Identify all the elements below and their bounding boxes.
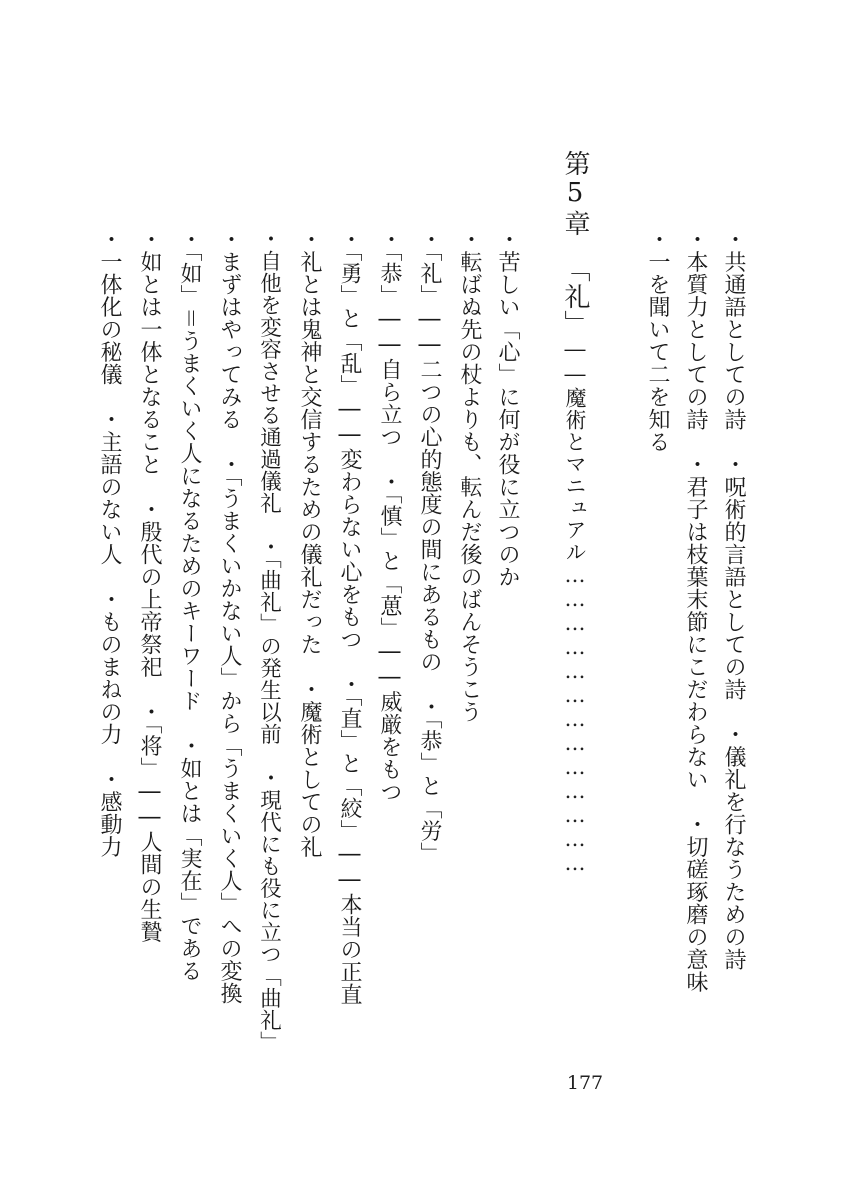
item-line-3: ・「礼」――二つの心的態度の間にあるもの ・「恭」と「労」	[417, 228, 442, 865]
item-line-4: ・「恭」――自ら立つ ・「慎」と「葸」――威厳をもつ	[377, 228, 402, 803]
item-line-2: ・転ばぬ先の杖よりも、転んだ後のばんそうこう	[457, 228, 482, 723]
item-line-11: ・一体化の秘儀 ・主語のない人 ・ものまねの力 ・感動力	[97, 228, 122, 858]
chapter-heading	[562, 150, 588, 875]
bullet-line-poetry-2: ・本質力としての詩 ・君子は枝葉末節にこだわらない ・切磋琢磨の意味	[683, 228, 708, 993]
bullet-line-poetry-3: ・一を聞いて二を知る	[645, 228, 670, 453]
chapter-title: 「礼」	[560, 256, 590, 337]
item-line-8: ・まずはやってみる ・「うまくいかない人」から「うまくいく人」への変換	[217, 228, 242, 1005]
page-number: 177	[566, 1072, 604, 1094]
bullet-line-poetry-1: ・共通語としての詩 ・呪術的言語としての詩 ・儀礼を行なうための詩	[721, 228, 746, 971]
chapter-number: 第5章	[560, 150, 590, 238]
item-line-1: ・苦しい「心」に何が役に立つのか	[495, 228, 520, 588]
item-line-6: ・礼とは鬼神と交信するための儀礼だった ・魔術としての礼	[297, 228, 322, 858]
chapter-leader-dots: …………………………………	[563, 563, 587, 875]
item-line-5: ・「勇」と「乱」――変わらない心をもつ ・「直」と「絞」――本当の正直	[337, 228, 362, 1006]
item-line-9: ・「如」＝うまくいく人になるためのキーワード ・如とは「実在」である	[177, 228, 202, 982]
item-line-7: ・自他を変容させる通過儀礼 ・「曲礼」の発生以前 ・現代にも役に立つ「曲礼」	[256, 228, 282, 1054]
chapter-subtitle: ――魔術とマニュアル	[563, 337, 587, 563]
item-line-10: ・如とは一体となること ・殷代の上帝祭祀 ・「将」――人間の生贄	[137, 228, 162, 943]
